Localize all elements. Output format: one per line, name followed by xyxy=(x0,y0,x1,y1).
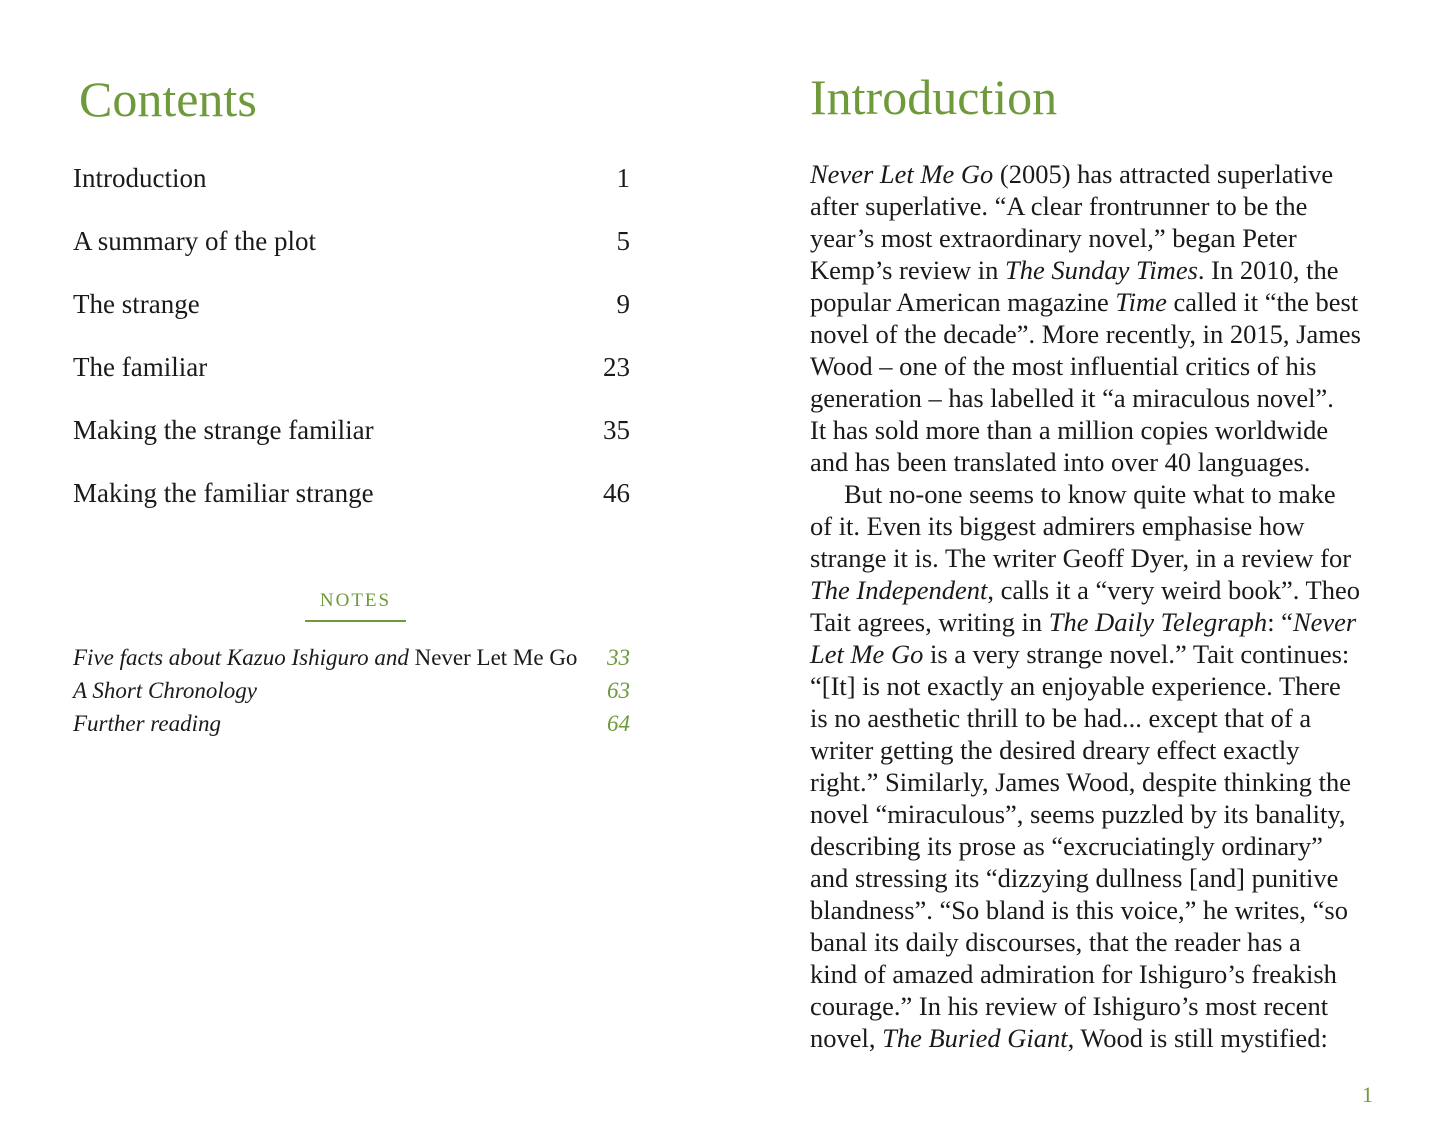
text-run: is no aesthetic thrill to be had... except that of a xyxy=(810,703,1312,733)
toc-entry-page: 35 xyxy=(603,415,630,445)
text-line xyxy=(810,190,1375,222)
text-line xyxy=(810,574,1375,606)
text-line xyxy=(810,958,1375,990)
toc-entry-label: The familiar xyxy=(73,352,208,382)
text-run: , Wood is still mystified: xyxy=(1067,1023,1328,1053)
toc-entry-introduction[interactable] xyxy=(73,163,630,226)
text-line xyxy=(810,862,1375,894)
toc-entry-label: Making the strange familiar xyxy=(73,415,374,445)
text-run: year’s most extraordinary novel,” began Peter xyxy=(810,223,1297,253)
text-line xyxy=(810,606,1375,638)
text-run: It has sold more than a million copies worldwide xyxy=(810,415,1329,445)
text-run: blandness”. “So bland is this voice,” he writes, “so xyxy=(810,895,1348,925)
text-run: kind of amazed admiration for Ishiguro’s freakish xyxy=(810,959,1337,989)
text-run: , calls it a “very weird book”. Theo xyxy=(987,575,1360,605)
text-line xyxy=(810,894,1375,926)
text-run: called it “the best xyxy=(1166,287,1359,317)
text-line xyxy=(810,990,1375,1022)
text-line xyxy=(810,158,1375,190)
text-run: Kemp’s review in xyxy=(810,255,1006,285)
text-run: “[It] is not exactly an enjoyable experience. There xyxy=(810,671,1341,701)
italic-text: Never xyxy=(1292,607,1357,637)
text-line xyxy=(810,222,1375,254)
text-line xyxy=(810,1022,1375,1054)
text-run: generation – has labelled it “a miraculous novel”. xyxy=(810,383,1334,413)
text-run: after superlative. “A clear frontrunner to be the xyxy=(810,191,1308,221)
text-run: novel “miraculous”, seems puzzled by its banality, xyxy=(810,799,1346,829)
text-run: and has been translated into over 40 languages. xyxy=(810,447,1311,477)
toc-entry-page: 1 xyxy=(616,163,630,193)
introduction-body xyxy=(810,158,1375,1054)
italic-text: The Independent xyxy=(810,575,988,605)
text-run: writer getting the desired dreary effect exactly xyxy=(810,735,1300,765)
toc-entry-the-familiar[interactable] xyxy=(73,352,630,415)
text-run: novel, xyxy=(810,1023,883,1053)
text-run: describing its prose as “excruciatingly ordinary” xyxy=(810,831,1323,861)
text-run: of it. Even its biggest admirers emphasise how xyxy=(810,511,1305,541)
text-run: right.” Similarly, James Wood, despite thinking the xyxy=(810,767,1352,797)
text-line xyxy=(810,446,1375,478)
note-entry-page: 63 xyxy=(607,678,630,703)
note-entry-five-facts[interactable] xyxy=(73,645,630,678)
note-entry-page: 33 xyxy=(607,645,630,670)
text-line xyxy=(810,830,1375,862)
text-run: novel of the decade”. More recently, in 2015, James xyxy=(810,319,1361,349)
text-line xyxy=(810,542,1375,574)
note-entry-label: A Short Chronology xyxy=(73,678,258,703)
toc-entry-strange-familiar[interactable] xyxy=(73,415,630,478)
text-line xyxy=(810,350,1375,382)
text-run: popular American magazine xyxy=(810,287,1116,317)
toc-entry-label: Making the familiar strange xyxy=(73,478,374,508)
notes-heading: NOTES xyxy=(305,590,406,622)
text-line xyxy=(810,286,1375,318)
notes-list xyxy=(73,645,630,744)
text-line xyxy=(810,670,1375,702)
italic-text: The Daily Telegraph xyxy=(1048,607,1268,637)
text-run: Tait agrees, writing in xyxy=(810,607,1049,637)
toc-entry-label: The strange xyxy=(73,289,200,319)
text-line xyxy=(810,478,1375,510)
italic-text: The Buried Giant xyxy=(882,1023,1068,1053)
toc-list xyxy=(73,163,630,541)
text-line xyxy=(810,382,1375,414)
text-run: strange it is. The writer Geoff Dyer, in a review for xyxy=(810,543,1352,573)
italic-text: Time xyxy=(1115,287,1167,317)
text-run: Wood – one of the most influential critics of his xyxy=(810,351,1317,381)
toc-entry-label: Introduction xyxy=(73,163,207,193)
italic-text: The Sunday Times xyxy=(1005,255,1198,285)
toc-entry-label: A summary of the plot xyxy=(73,226,316,256)
note-entry-further-reading[interactable] xyxy=(73,711,630,744)
italic-text: Let Me Go xyxy=(810,639,924,669)
toc-entry-summary[interactable] xyxy=(73,226,630,289)
contents-page xyxy=(0,0,722,1147)
note-entry-label: Five facts about Kazuo Ishiguro and Never Let Me Go xyxy=(73,645,578,670)
note-entry-chronology[interactable] xyxy=(73,678,630,711)
text-line xyxy=(810,318,1375,350)
text-line xyxy=(810,414,1375,446)
note-entry-label: Further reading xyxy=(73,711,221,736)
text-line xyxy=(810,254,1375,286)
text-line xyxy=(810,510,1375,542)
text-line xyxy=(810,766,1375,798)
toc-entry-page: 23 xyxy=(603,352,630,382)
text-line xyxy=(810,638,1375,670)
text-run: But no-one seems to know quite what to make xyxy=(844,479,1336,509)
text-run: : “ xyxy=(1267,607,1293,637)
text-line xyxy=(810,702,1375,734)
toc-entry-page: 46 xyxy=(603,478,630,508)
contents-title: Contents xyxy=(79,71,257,127)
text-run: is a very strange novel.” Tait continues: xyxy=(923,639,1350,669)
toc-entry-the-strange[interactable] xyxy=(73,289,630,352)
text-run: courage.” In his review of Ishiguro’s most recent xyxy=(810,991,1329,1021)
toc-entry-page: 5 xyxy=(616,226,630,256)
text-run: banal its daily discourses, that the reader has a xyxy=(810,927,1301,957)
toc-entry-familiar-strange[interactable] xyxy=(73,478,630,541)
text-line xyxy=(810,734,1375,766)
page-number: 1 xyxy=(1362,1082,1373,1107)
introduction-page xyxy=(722,0,1445,1147)
italic-text: Never Let Me Go xyxy=(810,159,994,189)
text-run: and stressing its “dizzying dullness [and] punitive xyxy=(810,863,1339,893)
text-run: (2005) has attracted superlative xyxy=(993,159,1334,189)
text-line xyxy=(810,798,1375,830)
text-line xyxy=(810,926,1375,958)
introduction-title: Introduction xyxy=(810,69,1058,125)
toc-entry-page: 9 xyxy=(616,289,630,319)
note-entry-page: 64 xyxy=(607,711,630,736)
text-run: . In 2010, the xyxy=(1197,255,1339,285)
